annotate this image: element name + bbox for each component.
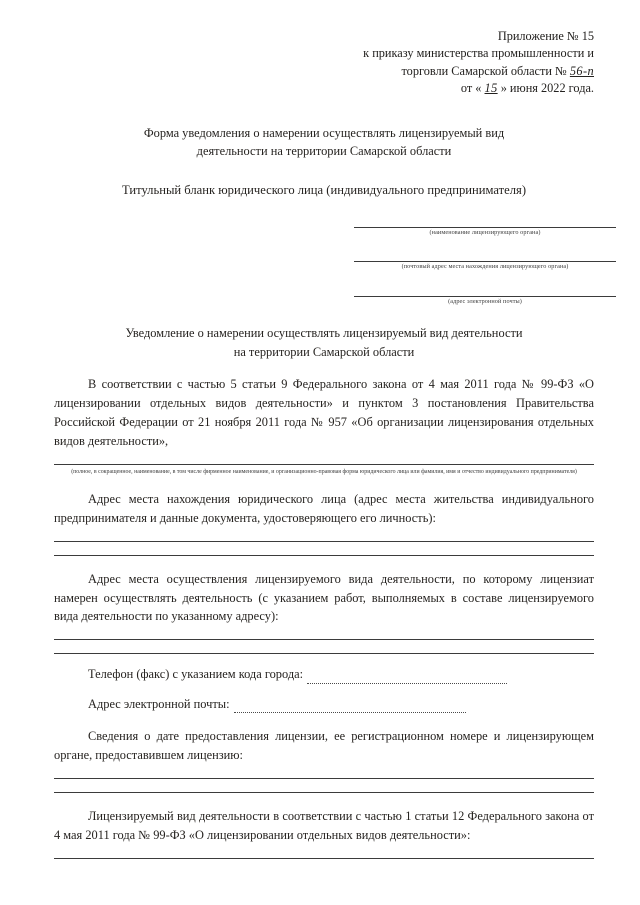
addressee-line-3 (354, 283, 616, 297)
header-line-1: Приложение № 15 (497, 29, 594, 43)
header-date-prefix: от « (460, 81, 485, 96)
document-header (54, 28, 594, 98)
addressee-caption-2: (почтовый адрес места нахождения лицензирующего органа) (401, 263, 569, 271)
fill-phone[interactable] (307, 683, 507, 684)
document-title (54, 324, 594, 361)
label-email: Адрес электронной почты: (88, 696, 230, 711)
paragraph-activity-type: Лицензируемый вид деятельности в соответствии с частью 1 статьи 12 Федерального закона от 4 мая 2011 года № 99-ФЗ «О лицензировании отдельных видов деятельности»: (54, 809, 594, 842)
header-order-number: 56-п (569, 63, 594, 78)
form-title-line-2: деятельности на территории Самарской области (196, 144, 452, 159)
fill-line-license-1 (54, 778, 594, 779)
blank-title: Титульный бланк юридического лица (индивидуального предпринимателя) (121, 183, 527, 198)
fill-email[interactable] (234, 712, 466, 713)
fill-line-address-1 (54, 541, 594, 542)
fill-line-activity-1 (54, 639, 594, 640)
fill-line-name (54, 464, 594, 465)
row-email (54, 695, 594, 714)
addressee-block (354, 214, 616, 306)
addressee-line-1 (354, 214, 616, 228)
caption-entity-name: (полное, в сокращенное, наименование, в том числе фирменное наименование, и организационно-правовая форма юридического лица или фамилия, имя и отчество индивидуального предпринимателя) (71, 468, 577, 475)
header-order-label: торговли Самарской области № (401, 63, 570, 78)
document-title-line-2: на территории Самарской области (233, 344, 415, 359)
addressee-caption-1: (наименование лицензирующего органа) (429, 229, 541, 237)
fill-line-address-2 (54, 555, 594, 556)
paragraph-legal-basis: В соответствии с частью 5 статьи 9 Федерального закона от 4 мая 2011 года № 99-ФЗ «О лицензировании отдельных видов деятельности» и пунктом 3 постановления Правительства Российской Федерации от 21 ноября 2011 года № 957 «Об организации лицензирования отдельных видов деятельности», (54, 377, 594, 448)
header-date-day: 15 (484, 81, 498, 96)
header-date-tail: » июня 2022 года. (497, 81, 594, 96)
form-title (54, 124, 594, 161)
fill-line-activity-2 (54, 653, 594, 654)
addressee-caption-3: (адрес электронной почты) (448, 297, 522, 305)
label-phone: Телефон (факс) с указанием кода города: (88, 667, 304, 682)
fill-line-license-2 (54, 792, 594, 793)
fill-line-activity-type (54, 858, 594, 859)
document-title-line-1: Уведомление о намерении осуществлять лицензируемый вид деятельности (125, 326, 523, 341)
header-line-2: к приказу министерства промышленности и (363, 46, 594, 61)
form-title-line-1: Форма уведомления о намерении осуществлять лицензируемый вид (143, 125, 505, 140)
header-line-4 (54, 80, 594, 97)
paragraph-activity-address: Адрес места осуществления лицензируемого вида деятельности, по которому лицензиат намерен осуществлять деятельность (с указанием работ, выполняемых в составе лицензируемого вида деятельности по указанному адресу): (54, 571, 594, 624)
row-phone (54, 665, 594, 684)
addressee-line-2 (354, 248, 616, 262)
header-line-3 (54, 63, 594, 80)
paragraph-legal-address: Адрес места нахождения юридического лица (адрес места жительства индивидуального предпринимателя и данные документа, удостоверяющего его личность): (54, 491, 594, 525)
paragraph-license-info: Сведения о дате предоставления лицензии, ее регистрационном номере и лицензирующем органе, предоставившем лицензию: (54, 729, 594, 763)
